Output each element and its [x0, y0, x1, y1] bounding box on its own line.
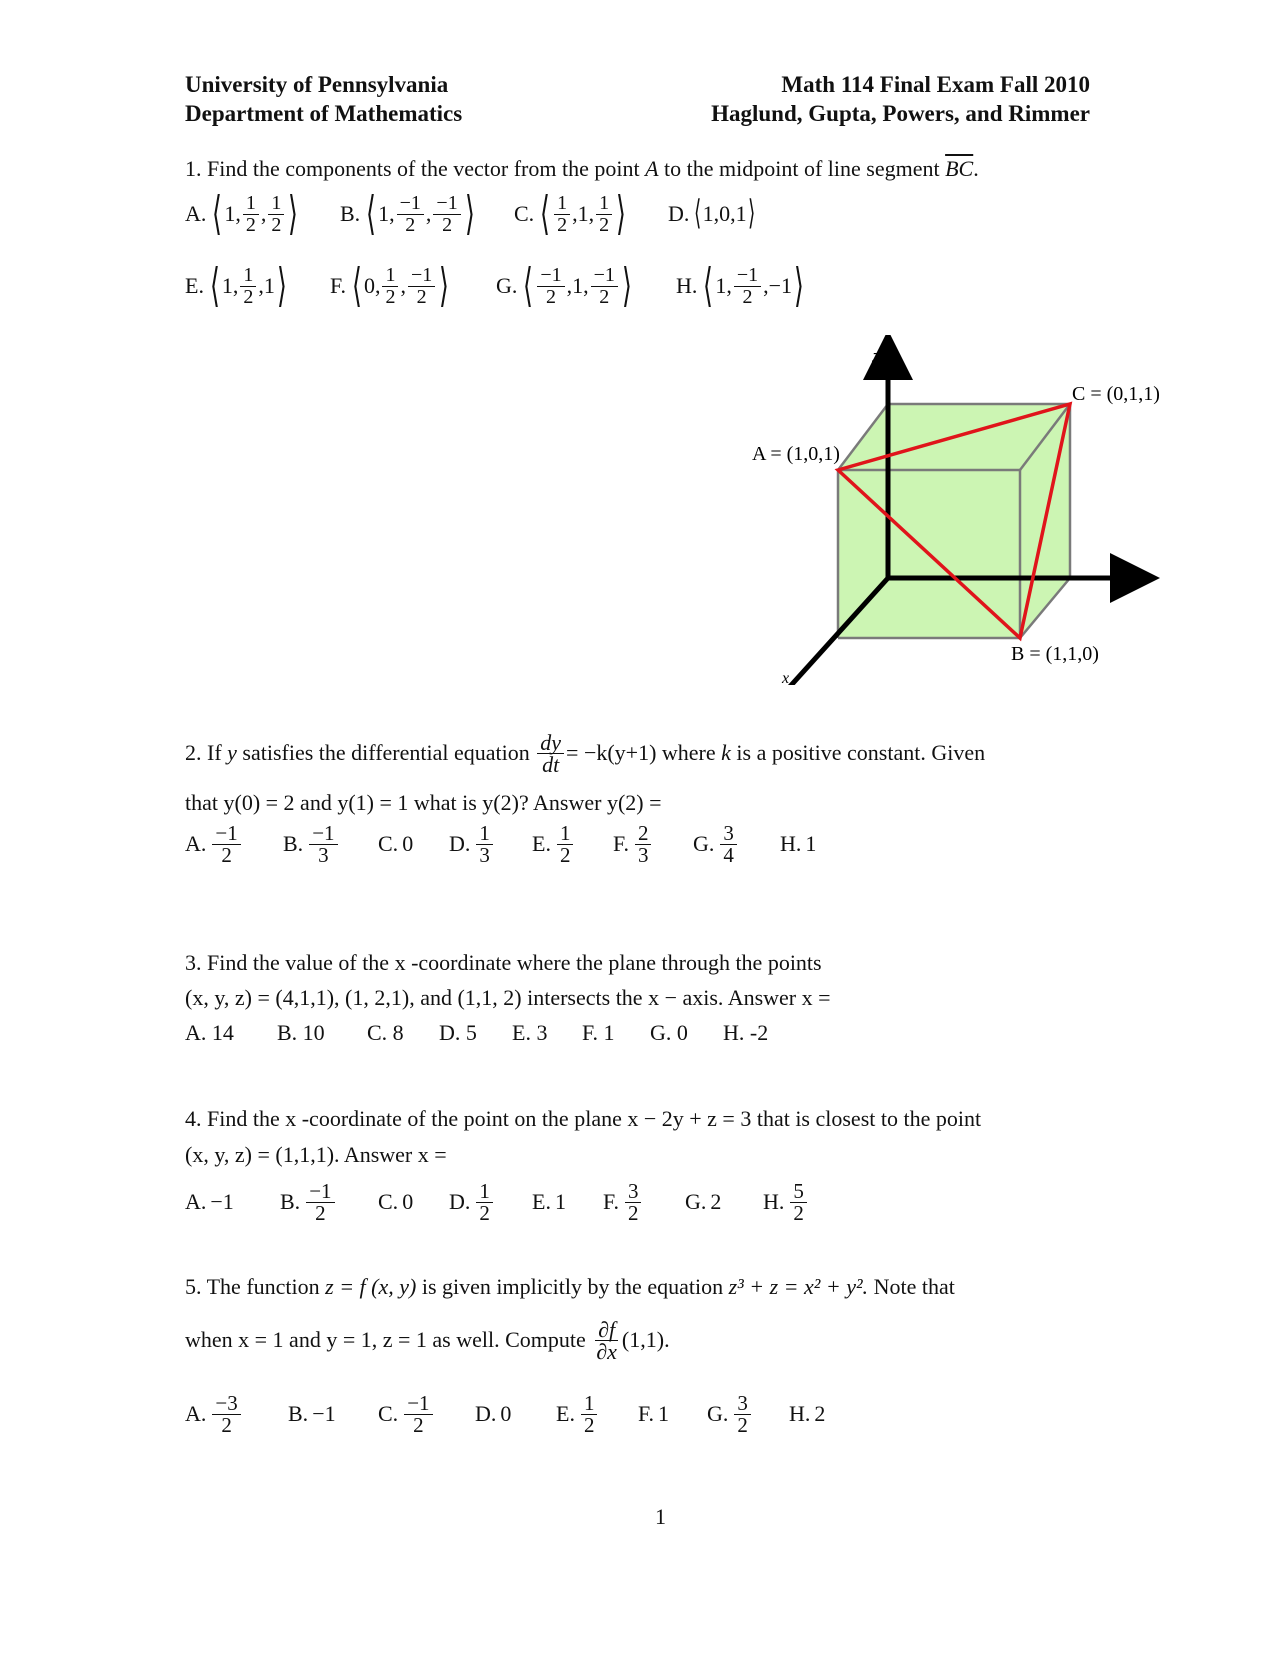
q3-option-h[interactable]: H. -2	[723, 1020, 769, 1045]
q3-option-e[interactable]: E. 3	[512, 1020, 548, 1045]
option-value: 0	[500, 1401, 512, 1426]
option-label: G.	[707, 1401, 729, 1426]
y-axis-label: y	[1114, 552, 1122, 572]
option-value: 2	[710, 1189, 722, 1214]
option-fraction: $\frac{5}{2}$	[790, 1181, 807, 1224]
question-5-line1: 5. The function z = f (x, y) is given implicitly by the equation z³ + z = x² + y². Note that	[185, 1274, 955, 1299]
option-value: 1	[554, 1189, 566, 1214]
page-number: 1	[655, 1504, 666, 1529]
option-label: E.	[556, 1401, 575, 1426]
option-value: 2	[814, 1401, 826, 1426]
q5-option-d[interactable]	[475, 1390, 511, 1438]
option-label: D.	[449, 831, 471, 856]
q3-option-f[interactable]: F. 1	[582, 1020, 615, 1045]
option-label: D.	[475, 1401, 497, 1426]
q5-option-a[interactable]	[185, 1390, 243, 1438]
point-a-label: A = (1,0,1)	[752, 443, 840, 465]
q1-option-h[interactable]: H. ⟨ 1 , $\frac{-1}{2}$ , −1 ⟩	[676, 260, 804, 311]
q1-option-e[interactable]: E. ⟨ 1 , $\frac{1}{2}$ , 1 ⟩	[185, 260, 287, 311]
option-fraction: $\frac{-3}{2}$	[212, 1393, 240, 1436]
option-value: 0	[402, 831, 414, 856]
q5-option-b[interactable]	[288, 1390, 336, 1438]
question-3-line1: 3. Find the value of the x -coordinate where the plane through the points	[185, 950, 822, 975]
option-value: 1	[657, 1401, 669, 1426]
exam-authors: Haglund, Gupta, Powers, and Rimmer	[711, 101, 1090, 126]
q4-option-c[interactable]	[378, 1178, 413, 1226]
option-fraction: $\frac{-1}{3}$	[309, 823, 337, 866]
question-3-options	[185, 1020, 768, 1046]
q4-option-b[interactable]	[280, 1178, 337, 1226]
q4-option-f[interactable]	[603, 1178, 643, 1226]
q1-option-g[interactable]: G. ⟨ $\frac{-1}{2}$ , 1 , $\frac{-1}{2}$ ⟩	[496, 260, 632, 311]
option-value: 0	[402, 1189, 414, 1214]
question-5-line2: when x = 1 and y = 1, z = 1 as well. Compute $\frac{\partial f}{\partial x}$ (1,1).	[185, 1316, 670, 1364]
option-label: F.	[638, 1401, 654, 1426]
q5-option-g[interactable]	[707, 1390, 753, 1438]
option-label: C.	[378, 1189, 399, 1214]
option-label: H.	[789, 1401, 811, 1426]
q1-option-b[interactable]: B. ⟨ 1 , $\frac{-1}{2}$ , $\frac{-1}{2}$ ⟩	[340, 188, 475, 239]
question-2-line2: that y(0) = 2 and y(1) = 1 what is y(2)? Answer y(2) =	[185, 790, 662, 815]
q2-option-a[interactable]	[185, 820, 243, 868]
university-name: University of Pennsylvania	[185, 72, 449, 97]
q1-option-c[interactable]: C. ⟨ $\frac{1}{2}$ , 1 , $\frac{1}{2}$ ⟩	[514, 188, 627, 239]
q5-option-c[interactable]	[378, 1390, 435, 1438]
point-c-label: C = (0,1,1)	[1072, 383, 1160, 405]
option-fraction: $\frac{3}{2}$	[734, 1393, 751, 1436]
q3-option-b[interactable]: B. 10	[277, 1020, 325, 1045]
q2-option-c[interactable]	[378, 820, 413, 868]
option-value: −1	[312, 1401, 336, 1426]
cube-face	[838, 404, 1070, 638]
q1-option-a[interactable]: A. ⟨ 1 , $\frac{1}{2}$ , $\frac{1}{2}$ ⟩	[185, 188, 299, 239]
q2-option-f[interactable]	[613, 820, 653, 868]
question-4-line1: 4. Find the x -coordinate of the point on the plane x − 2y + z = 3 that is closest to the point	[185, 1106, 982, 1131]
q4-option-d[interactable]	[449, 1178, 495, 1226]
option-label: H.	[763, 1189, 785, 1214]
q4-option-a[interactable]	[185, 1178, 234, 1226]
option-label: B.	[288, 1401, 309, 1426]
option-label: E.	[532, 1189, 551, 1214]
q4-option-e[interactable]	[532, 1178, 566, 1226]
q5-option-e[interactable]	[556, 1390, 599, 1438]
option-label: E.	[532, 831, 551, 856]
option-label: H.	[780, 831, 802, 856]
option-label: A.	[185, 1401, 207, 1426]
option-fraction: $\frac{3}{2}$	[625, 1181, 642, 1224]
option-fraction: $\frac{1}{2}$	[476, 1181, 493, 1224]
exam-title: Math 114 Final Exam Fall 2010	[781, 72, 1090, 97]
option-fraction: $\frac{-1}{2}$	[212, 823, 240, 866]
option-label: D.	[449, 1189, 471, 1214]
option-fraction: $\frac{1}{3}$	[476, 823, 493, 866]
option-label: C.	[378, 1401, 399, 1426]
option-label: F.	[603, 1189, 619, 1214]
z-axis-label: z	[872, 347, 881, 366]
q5-option-f[interactable]	[638, 1390, 669, 1438]
q2-option-h[interactable]	[780, 820, 816, 868]
q3-option-g[interactable]: G. 0	[650, 1020, 688, 1045]
q4-option-g[interactable]	[685, 1178, 721, 1226]
option-label: A.	[185, 831, 207, 856]
x-axis-label: x	[782, 670, 790, 685]
option-fraction: $\frac{1}{2}$	[581, 1393, 598, 1436]
q2-option-b[interactable]	[283, 820, 340, 868]
option-fraction: $\frac{3}{4}$	[720, 823, 737, 866]
q3-option-c[interactable]: C. 8	[367, 1020, 404, 1045]
question-3-line2: (x, y, z) = (4,1,1), (1, 2,1), and (1,1, 2) intersects the x − axis. Answer x =	[185, 985, 831, 1010]
option-label: C.	[378, 831, 399, 856]
option-fraction: $\frac{1}{2}$	[557, 823, 574, 866]
cube-figure	[730, 335, 1170, 685]
question-4-line2: (x, y, z) = (1,1,1). Answer x =	[185, 1142, 447, 1167]
q2-option-g[interactable]	[693, 820, 739, 868]
question-1-text: 1. Find the components of the vector from the point A to the midpoint of line segment $\overline{BC}$.	[185, 156, 979, 181]
option-fraction: $\frac{-1}{2}$	[404, 1393, 432, 1436]
option-value: 1	[805, 831, 817, 856]
q3-option-a[interactable]: A. 14	[185, 1020, 234, 1045]
option-label: B.	[280, 1189, 301, 1214]
option-label: A.	[185, 1189, 207, 1214]
q1-option-d[interactable]: D. ⟨ 1,0,1 ⟩	[668, 195, 755, 232]
option-fraction: $\frac{2}{3}$	[635, 823, 652, 866]
option-label: G.	[693, 831, 715, 856]
q2-option-d[interactable]	[449, 820, 495, 868]
point-b-label: B = (1,1,0)	[1011, 643, 1099, 665]
option-label: F.	[613, 831, 629, 856]
option-label: B.	[283, 831, 304, 856]
department-name: Department of Mathematics	[185, 101, 463, 126]
option-label: G.	[685, 1189, 707, 1214]
option-fraction: $\frac{-1}{2}$	[306, 1181, 334, 1224]
q1-option-f[interactable]: F. ⟨ 0 , $\frac{1}{2}$ , $\frac{-1}{2}$ ⟩	[330, 260, 450, 311]
question-2-line1: 2. If y satisfies the differential equation $\frac{dy}{dt}$ = −k(y+1) where k is a positive constant. Given	[185, 729, 986, 777]
option-value: −1	[210, 1189, 234, 1214]
q2-option-e[interactable]	[532, 820, 575, 868]
q3-option-d[interactable]: D. 5	[439, 1020, 477, 1045]
q5-option-h[interactable]	[789, 1390, 825, 1438]
q4-option-h[interactable]	[763, 1178, 809, 1226]
